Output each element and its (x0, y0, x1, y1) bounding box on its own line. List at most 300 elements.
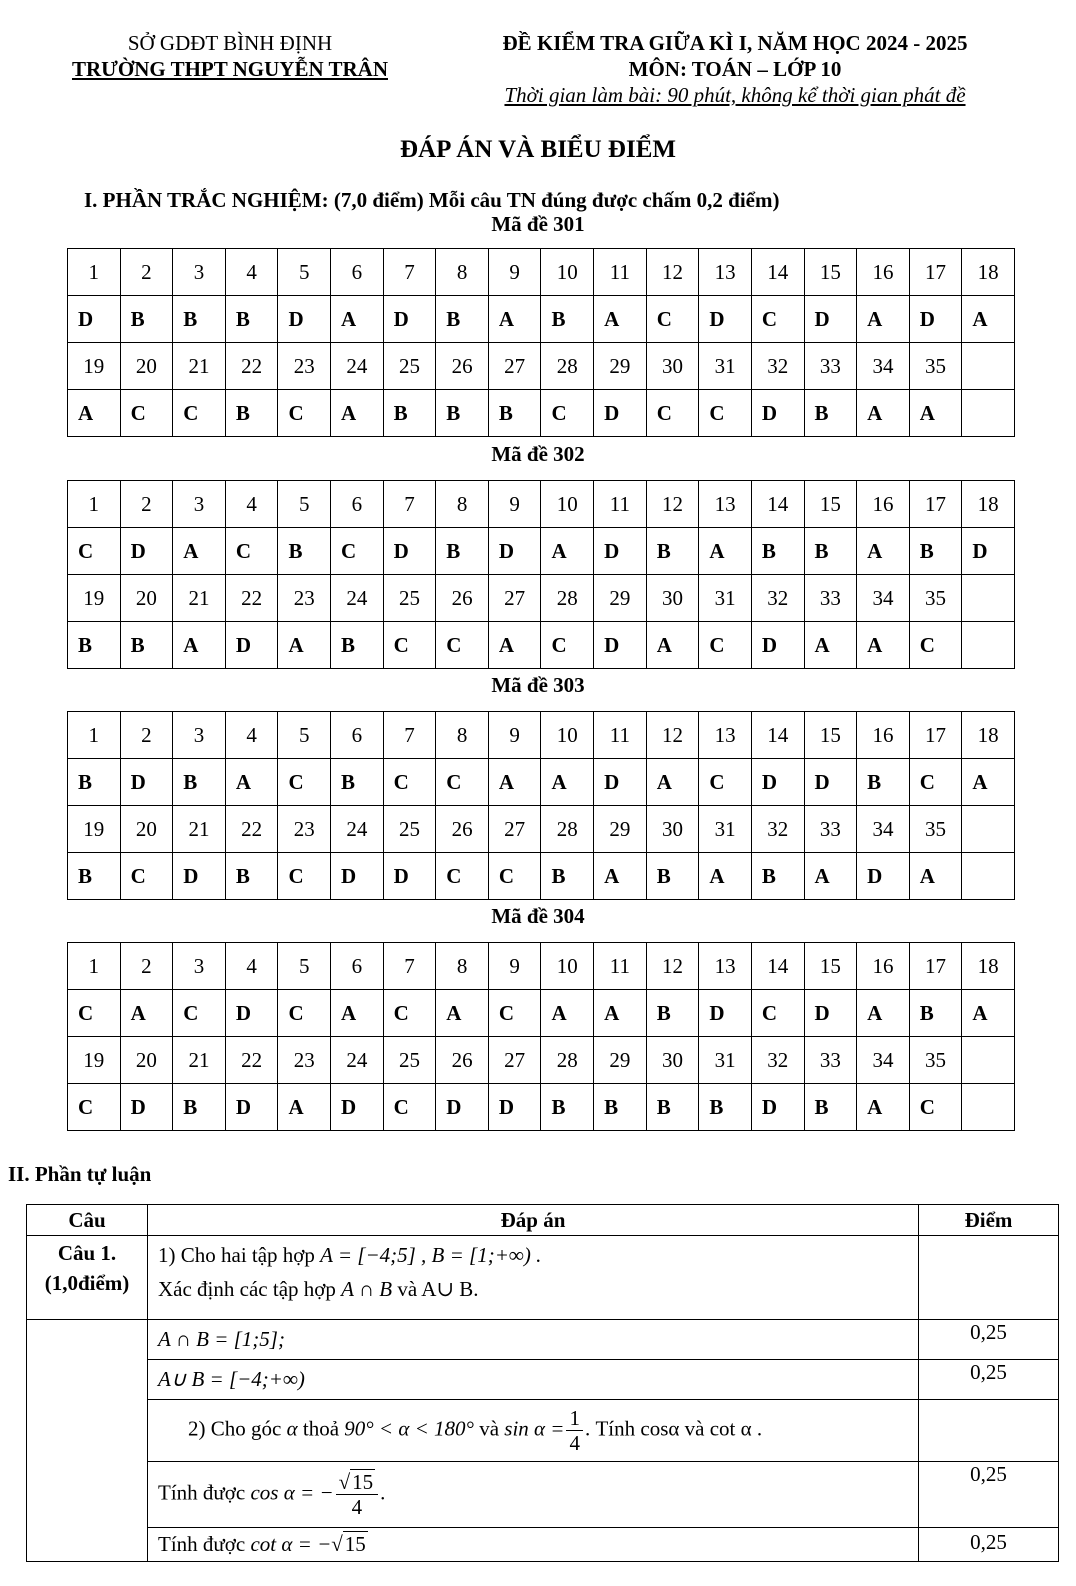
question-number-cell: 33 (804, 575, 857, 622)
question-number-cell: 5 (278, 712, 331, 759)
question-number-cell: 22 (225, 343, 278, 390)
answer-cell: D (804, 296, 857, 343)
essay-table (26, 1204, 1059, 1562)
question-number-cell: 33 (804, 806, 857, 853)
question-number-cell: 29 (594, 1037, 647, 1084)
answer-cell: B (278, 528, 331, 575)
answer-row (68, 528, 1015, 575)
question-number-cell: 12 (646, 712, 699, 759)
question-number-cell: 34 (857, 1037, 910, 1084)
answer-cell: D (909, 296, 962, 343)
question-number-cell: 28 (541, 343, 594, 390)
answer-cell: C (278, 759, 331, 806)
answer-cell (962, 390, 1015, 437)
intersection-answer (148, 1320, 919, 1360)
answer-cell: B (751, 528, 804, 575)
question-number-cell: 26 (436, 575, 489, 622)
fraction-denominator: 4 (351, 1495, 363, 1519)
question-number-cell: 34 (857, 575, 910, 622)
answer-row (68, 759, 1015, 806)
question-number-cell: 5 (278, 943, 331, 990)
question-number-cell: 16 (857, 943, 910, 990)
school-name: TRƯỜNG THPT NGUYỄN TRÂN (71, 57, 388, 81)
section-essay-title: II. Phần tự luận (8, 1162, 152, 1186)
question-number-cell: 16 (857, 249, 910, 296)
question-number-cell: 1 (68, 481, 121, 528)
question-number-cell: 26 (436, 343, 489, 390)
answer-cell: D (962, 528, 1015, 575)
answer-cell: C (909, 1084, 962, 1131)
question-number-cell: 23 (278, 343, 331, 390)
part1-and: và (397, 1277, 418, 1301)
question-number-cell: 14 (751, 712, 804, 759)
part2-alpha: α (286, 1416, 298, 1441)
answer-cell: A (541, 990, 594, 1037)
question-number-cell: 23 (278, 806, 331, 853)
answer-cell: C (68, 528, 121, 575)
question-number-row (68, 249, 1015, 296)
question-number-cell: 26 (436, 806, 489, 853)
question-number-cell: 13 (699, 249, 752, 296)
answer-cell: B (857, 759, 910, 806)
part1-ask: Xác định các tập hợp (158, 1277, 336, 1301)
part1-union: A∪ B. (421, 1277, 479, 1301)
answer-row (68, 990, 1015, 1037)
answer-key-table (67, 480, 1015, 669)
part2-statement (148, 1400, 919, 1462)
page-title: ĐÁP ÁN VÀ BIỂU ĐIỂM (400, 136, 676, 163)
answer-cell: B (225, 390, 278, 437)
question-number-cell: 24 (331, 575, 384, 622)
answer-cell: D (594, 622, 647, 669)
answer-cell: A (594, 853, 647, 900)
question-number-cell: 34 (857, 806, 910, 853)
question-number-cell: 5 (278, 481, 331, 528)
question-number-cell: 11 (594, 481, 647, 528)
answer-cell: D (488, 1084, 541, 1131)
answer-cell: C (436, 622, 489, 669)
question-number-cell: 29 (594, 343, 647, 390)
question-points-total: (1,0điểm) (44, 1271, 130, 1295)
question-number-cell: 23 (278, 1037, 331, 1084)
question-number-cell: 31 (699, 806, 752, 853)
essay-row-cos (27, 1462, 1059, 1528)
answer-cell: A (331, 296, 384, 343)
question-number-cell: 1 (68, 943, 121, 990)
question-number-cell: 4 (225, 943, 278, 990)
answer-cell: C (383, 622, 436, 669)
question-number-cell: 30 (646, 575, 699, 622)
question-number-cell: 1 (68, 712, 121, 759)
question-number-cell: 16 (857, 712, 910, 759)
cos-prefix: Tính được (158, 1480, 246, 1505)
question-number-cell: 35 (909, 343, 962, 390)
answer-cell: C (488, 990, 541, 1037)
answer-cell: B (804, 390, 857, 437)
answer-cell: A (594, 990, 647, 1037)
answer-cell: C (331, 528, 384, 575)
question-number-cell: 8 (436, 249, 489, 296)
question-number-cell: 29 (594, 575, 647, 622)
points-cell: 0,25 (919, 1360, 1059, 1400)
question-number-cell: 32 (751, 575, 804, 622)
answer-cell: A (857, 390, 910, 437)
essay-row-cot (27, 1528, 1059, 1562)
answer-cell: D (594, 528, 647, 575)
answer-cell: B (68, 853, 121, 900)
question-number-cell (962, 806, 1015, 853)
answer-cell: A (857, 528, 910, 575)
question-number-cell: 18 (962, 943, 1015, 990)
answer-cell: D (699, 296, 752, 343)
answer-cell: B (909, 990, 962, 1037)
question-number-cell: 21 (173, 343, 226, 390)
question-number-cell: 18 (962, 249, 1015, 296)
part2-range: 90° < α < 180° (344, 1416, 474, 1441)
answer-cell: C (488, 853, 541, 900)
question-number-cell: 35 (909, 575, 962, 622)
answer-cell: D (488, 528, 541, 575)
question-number-cell (962, 575, 1015, 622)
part2-intro: 2) Cho góc (188, 1416, 282, 1441)
answer-cell: C (68, 1084, 121, 1131)
answer-cell: B (699, 1084, 752, 1131)
question-number-cell: 27 (488, 806, 541, 853)
answer-cell: A (488, 622, 541, 669)
question-number-cell: 19 (68, 575, 121, 622)
fraction-sqrt15-over-4 (336, 1470, 379, 1519)
cos-lhs: cos α = − (250, 1480, 334, 1505)
question-number-cell: 19 (68, 806, 121, 853)
answer-cell: D (751, 1084, 804, 1131)
header-question: Câu (27, 1205, 148, 1236)
essay-header-row (27, 1205, 1059, 1236)
question-number-row (68, 712, 1015, 759)
answer-cell: A (646, 759, 699, 806)
answer-cell: D (436, 1084, 489, 1131)
answer-cell: A (225, 759, 278, 806)
answer-cell (962, 1084, 1015, 1131)
question-number-row (68, 1037, 1015, 1084)
answer-cell: D (857, 853, 910, 900)
answer-cell: C (173, 390, 226, 437)
question-number-cell: 17 (909, 249, 962, 296)
answer-cell: D (804, 990, 857, 1037)
department-name: SỞ GDĐT BÌNH ĐỊNH (127, 31, 333, 55)
answer-cell: D (331, 853, 384, 900)
question-number-cell: 13 (699, 481, 752, 528)
answer-cell: C (646, 390, 699, 437)
answer-cell: B (436, 528, 489, 575)
question-number-cell: 4 (225, 481, 278, 528)
question-number-cell (962, 1037, 1015, 1084)
question-number-cell: 17 (909, 481, 962, 528)
cot-lhs: cot α = − (250, 1532, 332, 1556)
question-number-cell: 23 (278, 575, 331, 622)
question-number-cell: 7 (383, 712, 436, 759)
header-points: Điểm (919, 1205, 1059, 1236)
answer-cell: A (962, 759, 1015, 806)
answer-cell: B (541, 853, 594, 900)
answer-cell: B (909, 528, 962, 575)
exam-code-label: Mã đề 304 (491, 904, 585, 928)
answer-cell: B (646, 1084, 699, 1131)
answer-cell: C (751, 990, 804, 1037)
answer-row (68, 390, 1015, 437)
answer-cell: C (383, 1084, 436, 1131)
answer-cell: D (804, 759, 857, 806)
answer-cell: C (383, 990, 436, 1037)
answer-cell: A (909, 390, 962, 437)
question-number-cell: 31 (699, 343, 752, 390)
question-cell (27, 1236, 148, 1320)
answer-cell: D (120, 759, 173, 806)
answer-cell: B (646, 528, 699, 575)
answer-cell: C (436, 853, 489, 900)
cos-answer: Tính được cos α = − $\frac{√15}{4}$ . (148, 1462, 919, 1528)
answer-cell: A (594, 296, 647, 343)
question-number-cell: 2 (120, 481, 173, 528)
question-number-cell: 20 (120, 806, 173, 853)
answer-cell: D (225, 1084, 278, 1131)
answer-cell: B (804, 528, 857, 575)
question-number-row (68, 806, 1015, 853)
answer-cell: A (699, 528, 752, 575)
answer-cell: B (120, 296, 173, 343)
answer-cell: A (331, 990, 384, 1037)
answer-cell: D (594, 390, 647, 437)
section-multiple-choice-title: I. PHẦN TRẮC NGHIỆM: (7,0 điểm) Mỗi câu TN đúng được chấm 0,2 điểm) (84, 188, 780, 212)
answer-cell: A (541, 528, 594, 575)
answer-cell: A (857, 296, 910, 343)
points-cell-empty (919, 1400, 1059, 1462)
question-number-cell: 17 (909, 712, 962, 759)
question-number-cell: 35 (909, 1037, 962, 1084)
answer-row (68, 622, 1015, 669)
answer-cell (962, 622, 1015, 669)
fraction-numerator: √15 (336, 1470, 379, 1495)
sqrt-radicand: 15 (344, 1532, 366, 1556)
answer-cell: A (278, 622, 331, 669)
question-number-cell: 9 (488, 943, 541, 990)
intersection-result: A ∩ B = [1;5]; (158, 1327, 285, 1351)
part2-ask: . Tính cosα và cot α . (584, 1416, 763, 1441)
answer-cell: A (909, 853, 962, 900)
answer-cell: D (383, 296, 436, 343)
question-number-cell: 12 (646, 249, 699, 296)
question-number-cell: 33 (804, 343, 857, 390)
essay-row-q1-part1 (27, 1236, 1059, 1320)
answer-cell: C (699, 390, 752, 437)
question-number-cell: 15 (804, 712, 857, 759)
answer-cell: B (541, 1084, 594, 1131)
answer-cell: C (120, 390, 173, 437)
answer-cell: C (541, 390, 594, 437)
answer-cell: A (857, 990, 910, 1037)
question-number-cell: 10 (541, 712, 594, 759)
question-number-cell: 10 (541, 249, 594, 296)
answer-cell: B (804, 1084, 857, 1131)
question-number-cell: 18 (962, 712, 1015, 759)
answer-cell: B (383, 390, 436, 437)
question-number-cell: 7 (383, 481, 436, 528)
answer-cell: B (541, 296, 594, 343)
question-number-cell: 3 (173, 943, 226, 990)
question-number-cell: 19 (68, 1037, 121, 1084)
question-number-cell: 6 (331, 712, 384, 759)
question-number-cell: 3 (173, 712, 226, 759)
question-number-cell: 6 (331, 481, 384, 528)
part1-intersection: A ∩ B (341, 1277, 393, 1301)
answer-cell: C (646, 296, 699, 343)
answer-cell: A (173, 528, 226, 575)
answer-cell: B (173, 759, 226, 806)
answer-key-table (67, 711, 1015, 900)
header-right (430, 30, 1040, 108)
question-number-cell: 6 (331, 249, 384, 296)
question-number-cell: 14 (751, 481, 804, 528)
question-number-cell: 11 (594, 712, 647, 759)
question-number-cell: 29 (594, 806, 647, 853)
question-number-cell: 33 (804, 1037, 857, 1084)
answer-cell: D (751, 759, 804, 806)
answer-cell: A (962, 990, 1015, 1037)
question-number-cell: 14 (751, 249, 804, 296)
question-number-cell: 8 (436, 712, 489, 759)
answer-cell: B (646, 990, 699, 1037)
fraction-one-quarter (566, 1406, 583, 1455)
answer-cell: B (488, 390, 541, 437)
question-number-cell: 9 (488, 249, 541, 296)
answer-cell: D (278, 296, 331, 343)
question-number-cell: 20 (120, 343, 173, 390)
question-number-cell: 8 (436, 943, 489, 990)
question-number-cell: 3 (173, 481, 226, 528)
question-number-cell: 10 (541, 943, 594, 990)
answer-cell: D (383, 528, 436, 575)
question-number-cell: 6 (331, 943, 384, 990)
question-number-cell: 20 (120, 575, 173, 622)
answer-cell: A (699, 853, 752, 900)
answer-cell: B (436, 390, 489, 437)
exam-title: ĐỀ KIỂM TRA GIỮA KÌ I, NĂM HỌC 2024 - 2025 (502, 31, 968, 55)
answer-row (68, 1084, 1015, 1131)
question-number-cell: 25 (383, 575, 436, 622)
answer-row (68, 853, 1015, 900)
question-number-cell: 15 (804, 481, 857, 528)
part1-statement (148, 1236, 919, 1320)
answer-cell: D (383, 853, 436, 900)
question-number-cell: 28 (541, 575, 594, 622)
essay-row-q1-part2 (27, 1400, 1059, 1462)
answer-cell: B (646, 853, 699, 900)
answer-cell: D (699, 990, 752, 1037)
exam-time: Thời gian làm bài: 90 phút, không kể thời gian phát đề (504, 83, 966, 107)
answer-cell: A (857, 622, 910, 669)
question-number-cell: 21 (173, 1037, 226, 1084)
answer-cell: C (278, 853, 331, 900)
question-number-cell: 25 (383, 1037, 436, 1084)
answer-cell: B (68, 622, 121, 669)
answer-cell: B (594, 1084, 647, 1131)
question-number-cell: 30 (646, 1037, 699, 1084)
question-number-cell: 24 (331, 343, 384, 390)
question-number-row (68, 343, 1015, 390)
answer-key-table (67, 248, 1015, 437)
answer-cell: A (804, 853, 857, 900)
question-number-cell: 5 (278, 249, 331, 296)
part2-sin: sin α = (504, 1416, 565, 1441)
header-left (40, 30, 420, 82)
question-number-cell: 13 (699, 943, 752, 990)
fraction-denominator: 4 (569, 1431, 580, 1455)
question-number-cell: 25 (383, 806, 436, 853)
answer-cell: C (436, 759, 489, 806)
question-number-cell (962, 343, 1015, 390)
answer-cell: C (278, 990, 331, 1037)
answer-cell: A (857, 1084, 910, 1131)
union-result: A∪ B = [−4;+∞) (158, 1367, 305, 1391)
question-number-cell: 9 (488, 481, 541, 528)
answer-cell (962, 853, 1015, 900)
part1-intro: 1) Cho hai tập hợp (158, 1243, 315, 1267)
answer-cell: C (541, 622, 594, 669)
question-number-cell: 3 (173, 249, 226, 296)
question-number-cell: 22 (225, 806, 278, 853)
points-cell: 0,25 (919, 1528, 1059, 1562)
part2-condition-word: thoả (302, 1416, 340, 1441)
question-number-cell: 24 (331, 1037, 384, 1084)
question-number-cell: 26 (436, 1037, 489, 1084)
answer-cell: A (436, 990, 489, 1037)
points-cell: 0,25 (919, 1462, 1059, 1528)
question-number-cell: 21 (173, 806, 226, 853)
sqrt-radicand: 15 (352, 1470, 374, 1494)
question-number-cell: 22 (225, 1037, 278, 1084)
question-number-cell: 27 (488, 343, 541, 390)
answer-cell: C (225, 528, 278, 575)
answer-cell: B (331, 759, 384, 806)
question-number-cell: 14 (751, 943, 804, 990)
question-number-cell: 10 (541, 481, 594, 528)
exam-subject: MÔN: TOÁN – LỚP 10 (628, 57, 842, 81)
question-number-cell: 27 (488, 1037, 541, 1084)
question-number-cell: 7 (383, 249, 436, 296)
answer-cell: C (278, 390, 331, 437)
question-number-cell: 34 (857, 343, 910, 390)
answer-row (68, 296, 1015, 343)
exam-code-label: Mã đề 302 (491, 442, 585, 466)
question-number-cell: 2 (120, 943, 173, 990)
question-number-cell: 20 (120, 1037, 173, 1084)
question-number-row (68, 575, 1015, 622)
answer-cell: A (488, 296, 541, 343)
question-number-cell: 24 (331, 806, 384, 853)
answer-cell: A (488, 759, 541, 806)
answer-cell: A (541, 759, 594, 806)
question-number-cell: 28 (541, 1037, 594, 1084)
question-number-cell: 32 (751, 806, 804, 853)
cot-prefix: Tính được (158, 1532, 246, 1556)
points-cell-empty (919, 1236, 1059, 1320)
answer-cell: C (751, 296, 804, 343)
question-number-row (68, 481, 1015, 528)
header-answer: Đáp án (148, 1205, 919, 1236)
exam-code-label: Mã đề 303 (491, 673, 585, 697)
question-number-cell: 11 (594, 943, 647, 990)
question-number-cell: 12 (646, 943, 699, 990)
answer-cell: D (594, 759, 647, 806)
